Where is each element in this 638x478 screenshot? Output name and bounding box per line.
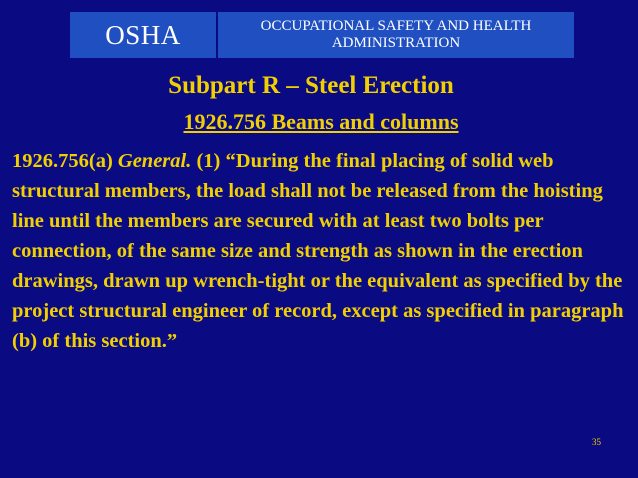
agency-name-line-2: ADMINISTRATION [331,35,461,51]
subpart-heading: Subpart R – Steel Erection [168,72,454,99]
agency-name-box [218,12,574,58]
regulation-emphasis: General. [117,150,192,172]
osha-badge-label: OSHA [105,19,181,50]
page-number: 35 [592,437,601,447]
osha-badge [70,12,216,58]
regulation-citation: 1926.756(a) [12,150,113,172]
regulation-text [12,146,632,356]
regulation-body: (1) “During the final placing of solid web structural members, the load shall not be released from the hoisting line until the members are secured with at least two bolts per connection, of the same size and strength as shown in the erection drawings, drawn up wrench-tight or the equivalent as specified by the project structural engineer of record, except as specified in paragraph (b) of this section.” [12,150,624,352]
section-title: 1926.756 Beams and columns [183,109,459,134]
agency-name-line-1: OCCUPATIONAL SAFETY AND HEALTH [260,18,532,34]
